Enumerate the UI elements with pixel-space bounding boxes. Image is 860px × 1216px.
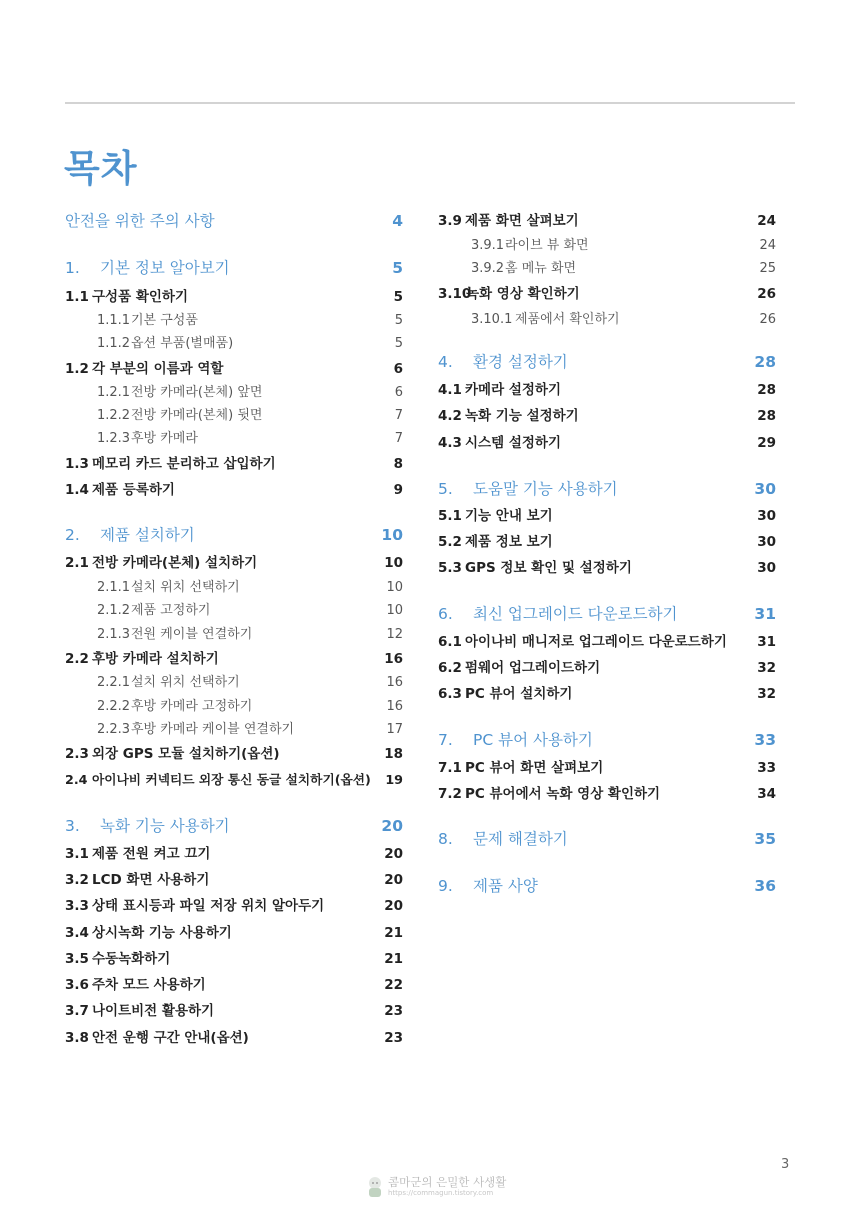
toc-entry-page: 5 <box>394 336 403 351</box>
toc-entry[interactable] <box>65 842 403 862</box>
toc-entry[interactable] <box>438 874 776 896</box>
toc-entry[interactable] <box>65 868 403 888</box>
toc-entry[interactable] <box>471 308 776 327</box>
toc-entry-label: 제품 고정하기 <box>131 603 211 618</box>
toc-entry-label: PC 뷰어 화면 살펴보기 <box>465 760 604 776</box>
toc-entry-number: 2.1.3 <box>97 627 131 642</box>
toc-entry-page: 7 <box>394 431 403 446</box>
toc-entry-page: 31 <box>754 605 776 623</box>
toc-entry-page: 10 <box>386 603 403 618</box>
toc-entry-number: 3.2 <box>65 872 89 888</box>
toc-entry-page: 6 <box>394 385 403 400</box>
toc-entry[interactable] <box>97 404 403 423</box>
toc-entry-number: 7.1 <box>438 760 462 776</box>
toc-entry-page: 30 <box>757 560 776 576</box>
toc-entry-label: 제품 화면 살펴보기 <box>465 213 579 229</box>
toc-entry-number: 2. <box>65 526 80 544</box>
toc-entry-number: 2.1 <box>65 555 89 571</box>
toc-entry-page: 16 <box>384 651 403 667</box>
toc-entry-number: 7.2 <box>438 786 462 802</box>
toc-entry-number: 2.3 <box>65 746 89 762</box>
toc-entry-label: 후방 카메라 케이블 연결하기 <box>131 722 295 737</box>
toc-entry-number: 2.2.2 <box>97 699 131 714</box>
toc-entry-number: 3.9 <box>438 213 462 229</box>
toc-entry[interactable] <box>65 894 403 914</box>
toc-entry-number: 1.1.1 <box>97 313 131 328</box>
toc-entry-number: 8. <box>438 830 453 848</box>
toc-entry-number: 1.1.2 <box>97 336 131 351</box>
toc-entry[interactable] <box>65 523 403 545</box>
toc-entry[interactable] <box>97 332 403 351</box>
toc-entry-number: 4.1 <box>438 382 462 398</box>
toc-entry-page: 32 <box>757 660 776 676</box>
toc-entry[interactable] <box>438 530 776 550</box>
toc-entry-label: 제품에서 확인하기 <box>515 312 620 327</box>
toc-entry[interactable] <box>438 431 776 451</box>
toc-entry-number: 2.1.2 <box>97 603 131 618</box>
toc-entry-number: 3.9.1 <box>471 238 505 253</box>
toc-entry-page: 33 <box>754 731 776 749</box>
toc-entry-number: 7. <box>438 731 453 749</box>
toc-entry-label: 후방 카메라 설치하기 <box>92 651 219 667</box>
toc-entry-label: 상태 표시등과 파일 저장 위치 알아두기 <box>92 898 325 914</box>
toc-entry-label: 수동녹화하기 <box>92 951 171 967</box>
toc-entry[interactable] <box>97 427 403 446</box>
toc-entry-label: 최신 업그레이드 다운로드하기 <box>473 605 678 623</box>
toc-entry-number: 3. <box>65 817 80 835</box>
toc-entry-page: 10 <box>386 580 403 595</box>
toc-entry-number: 4.2 <box>438 408 462 424</box>
toc-entry-page: 7 <box>394 408 403 423</box>
toc-entry-number: 1.2.1 <box>97 385 131 400</box>
toc-entry-label: 제품 등록하기 <box>92 482 175 498</box>
toc-entry-label: 제품 설치하기 <box>100 526 195 544</box>
toc-entry-page: 30 <box>757 508 776 524</box>
toc-entry-number: 3.1 <box>65 846 89 862</box>
toc-entry[interactable] <box>438 556 776 576</box>
header-rule <box>65 102 795 104</box>
toc-entry-page: 20 <box>381 817 403 835</box>
toc-entry-label: 환경 설정하기 <box>473 353 568 371</box>
toc-entry[interactable] <box>65 478 403 498</box>
character-icon <box>366 1176 384 1198</box>
toc-entry-label: 상시녹화 기능 사용하기 <box>92 925 232 941</box>
toc-entry[interactable] <box>97 309 403 328</box>
toc-entry[interactable] <box>65 921 403 941</box>
toc-entry[interactable] <box>438 504 776 524</box>
toc-entry-page: 21 <box>384 951 403 967</box>
toc-entry[interactable] <box>438 378 776 398</box>
toc-entry[interactable] <box>65 452 403 472</box>
toc-entry-page: 20 <box>384 898 403 914</box>
toc-entry[interactable] <box>97 381 403 400</box>
toc-entry-page: 32 <box>757 686 776 702</box>
toc-entry-label: PC 뷰어 사용하기 <box>473 731 593 749</box>
toc-entry-label: 전원 케이블 연결하기 <box>131 627 253 642</box>
toc-entry[interactable] <box>65 647 403 667</box>
toc-entry-number: 3.3 <box>65 898 89 914</box>
toc-entry-page: 28 <box>754 353 776 371</box>
toc-entry-number: 3.8 <box>65 1030 89 1046</box>
toc-entry-page: 10 <box>381 526 403 544</box>
toc-entry-label: LCD 화면 사용하기 <box>92 872 210 888</box>
toc-entry-number: 3.6 <box>65 977 89 993</box>
toc-entry-label: 안전을 위한 주의 사항 <box>65 212 215 230</box>
toc-entry-page: 25 <box>759 261 776 276</box>
toc-entry-number: 6.2 <box>438 660 462 676</box>
toc-entry[interactable] <box>97 623 403 642</box>
toc-entry-number: 5.1 <box>438 508 462 524</box>
toc-entry-label: 문제 해결하기 <box>473 830 568 848</box>
toc-entry-page: 29 <box>757 435 776 451</box>
toc-entry[interactable] <box>438 756 776 776</box>
toc-entry-label: 시스템 설정하기 <box>465 435 561 451</box>
page-title: 목차 <box>64 147 138 190</box>
toc-entry[interactable] <box>65 947 403 967</box>
toc-entry-page: 9 <box>393 482 403 498</box>
toc-entry-label: 후방 카메라 <box>131 431 198 446</box>
toc-entry-label: 기본 구성품 <box>131 313 198 328</box>
toc-entry-number: 1.3 <box>65 456 89 472</box>
toc-entry[interactable] <box>65 769 403 788</box>
toc-entry-label: 녹화 기능 설정하기 <box>465 408 579 424</box>
toc-entry-page: 17 <box>386 722 403 737</box>
toc-entry[interactable] <box>65 256 403 278</box>
toc-entry-label: 전방 카메라(본체) 앞면 <box>131 385 263 400</box>
toc-entry-page: 21 <box>384 925 403 941</box>
toc-entry-label: 아이나비 매니저로 업그레이드 다운로드하기 <box>465 634 727 650</box>
toc-entry-number: 3.10.1 <box>471 312 513 327</box>
toc-entry-label: 홈 메뉴 화면 <box>505 261 577 276</box>
toc-entry-page: 18 <box>384 746 403 762</box>
toc-entry[interactable] <box>65 742 403 762</box>
toc-entry-label: 기능 안내 보기 <box>465 508 553 524</box>
toc-entry-page: 35 <box>754 830 776 848</box>
toc-entry-label: 녹화 기능 사용하기 <box>100 817 230 835</box>
toc-entry[interactable] <box>438 404 776 424</box>
toc-entry-page: 34 <box>757 786 776 802</box>
toc-entry-label: 제품 사양 <box>473 877 538 895</box>
toc-entry-number: 2.4 <box>65 772 88 787</box>
toc-entry-number: 4.3 <box>438 435 462 451</box>
toc-entry-label: 각 부분의 이름과 역할 <box>92 361 224 377</box>
toc-entry-label: 도움말 기능 사용하기 <box>473 480 618 498</box>
toc-entry-page: 20 <box>384 872 403 888</box>
toc-entry[interactable] <box>97 599 403 618</box>
toc-entry-page: 30 <box>757 534 776 550</box>
watermark-url: https://commagun.tistory.com <box>388 1189 494 1197</box>
toc-entry-label: 기본 정보 알아보기 <box>100 259 230 277</box>
toc-entry-page: 8 <box>393 456 403 472</box>
toc-entry-number: 2.2 <box>65 651 89 667</box>
toc-entry-page: 4 <box>392 212 403 230</box>
toc-entry[interactable] <box>65 357 403 377</box>
toc-entry-number: 1.2.3 <box>97 431 131 446</box>
page-number: 3 <box>781 1157 790 1172</box>
toc-entry[interactable] <box>438 282 776 302</box>
toc-entry-number: 3.7 <box>65 1003 89 1019</box>
toc-entry[interactable] <box>438 656 776 676</box>
toc-entry-number: 5. <box>438 480 453 498</box>
toc-entry-page: 33 <box>757 760 776 776</box>
toc-entry-label: 녹화 영상 확인하기 <box>466 286 580 302</box>
toc-entry-page: 6 <box>393 361 403 377</box>
toc-entry[interactable] <box>438 602 776 624</box>
toc-entry-label: 설치 위치 선택하기 <box>131 580 240 595</box>
toc-entry[interactable] <box>471 257 776 276</box>
toc-entry-number: 1.2 <box>65 361 89 377</box>
toc-entry-number: 1.4 <box>65 482 89 498</box>
toc-entry[interactable] <box>438 630 776 650</box>
toc-entry-label: 주차 모드 사용하기 <box>92 977 206 993</box>
toc-entry-number: 6.1 <box>438 634 462 650</box>
toc-entry-page: 24 <box>757 213 776 229</box>
toc-entry-number: 3.4 <box>65 925 89 941</box>
toc-entry-label: 옵션 부품(별매품) <box>131 336 234 351</box>
toc-entry-number: 6.3 <box>438 686 462 702</box>
toc-entry-number: 1.1 <box>65 289 89 305</box>
toc-entry[interactable] <box>97 695 403 714</box>
toc-entry-label: GPS 정보 확인 및 설정하기 <box>465 560 632 576</box>
toc-entry-number: 4. <box>438 353 453 371</box>
toc-entry-label: 전방 카메라(본체) 설치하기 <box>92 555 258 571</box>
toc-entry-label: 외장 GPS 모듈 설치하기(옵션) <box>92 746 280 762</box>
toc-entry[interactable] <box>97 576 403 595</box>
toc-entry-page: 28 <box>757 408 776 424</box>
toc-entry[interactable] <box>65 285 403 305</box>
toc-entry-label: 나이트비전 활용하기 <box>92 1003 215 1019</box>
toc-entry-page: 23 <box>384 1003 403 1019</box>
toc-entry-number: 3.10 <box>438 286 472 302</box>
toc-entry-page: 23 <box>384 1030 403 1046</box>
toc-entry-page: 19 <box>385 772 403 787</box>
toc-entry-page: 28 <box>757 382 776 398</box>
toc-entry[interactable] <box>97 671 403 690</box>
toc-entry-number: 3.5 <box>65 951 89 967</box>
toc-entry-page: 30 <box>754 480 776 498</box>
toc-entry-label: PC 뷰어 설치하기 <box>465 686 573 702</box>
toc-entry-label: 아이나비 커넥티드 외장 통신 동글 설치하기(옵션) <box>92 772 371 787</box>
toc-entry-label: PC 뷰어에서 녹화 영상 확인하기 <box>465 786 661 802</box>
toc-entry[interactable] <box>438 728 776 750</box>
toc-entry[interactable] <box>65 973 403 993</box>
toc-entry-page: 26 <box>757 286 776 302</box>
toc-entry-label: 구성품 확인하기 <box>92 289 188 305</box>
toc-entry-number: 9. <box>438 877 453 895</box>
toc-entry[interactable] <box>438 209 776 229</box>
toc-entry[interactable] <box>65 999 403 1019</box>
toc-entry-number: 1.2.2 <box>97 408 131 423</box>
toc-entry-number: 2.1.1 <box>97 580 131 595</box>
toc-entry[interactable] <box>97 718 403 737</box>
toc-entry-page: 26 <box>759 312 776 327</box>
toc-entry-page: 20 <box>384 846 403 862</box>
toc-entry-label: 제품 전원 켜고 끄기 <box>92 846 211 862</box>
toc-entry-page: 10 <box>384 555 403 571</box>
toc-entry-page: 22 <box>384 977 403 993</box>
toc-entry-number: 5.3 <box>438 560 462 576</box>
toc-entry[interactable] <box>65 551 403 571</box>
toc-entry-label: 전방 카메라(본체) 뒷면 <box>131 408 263 423</box>
toc-entry-number: 2.2.3 <box>97 722 131 737</box>
toc-entry[interactable] <box>65 209 403 231</box>
toc-entry-page: 31 <box>757 634 776 650</box>
toc-entry-label: 라이브 뷰 화면 <box>505 238 589 253</box>
toc-entry[interactable] <box>438 827 776 849</box>
toc-entry-number: 2.2.1 <box>97 675 131 690</box>
watermark <box>366 1176 506 1198</box>
toc-entry-label: 후방 카메라 고정하기 <box>131 699 253 714</box>
watermark-text: 콤마군의 은밀한 사생활 <box>388 1175 507 1189</box>
toc-entry[interactable] <box>438 350 776 372</box>
toc-entry-number: 3.9.2 <box>471 261 505 276</box>
toc-entry-label: 안전 운행 구간 안내(옵션) <box>92 1030 249 1046</box>
toc-entry-page: 5 <box>394 313 403 328</box>
toc-entry-page: 24 <box>759 238 776 253</box>
toc-entry-number: 5.2 <box>438 534 462 550</box>
toc-entry-page: 12 <box>386 627 403 642</box>
toc-entry[interactable] <box>471 234 776 253</box>
toc-entry-page: 16 <box>386 699 403 714</box>
toc-entry[interactable] <box>438 682 776 702</box>
toc-entry-page: 5 <box>393 289 403 305</box>
toc-entry-label: 메모리 카드 분리하고 삽입하기 <box>92 456 276 472</box>
toc-entry-page: 5 <box>392 259 403 277</box>
toc-entry-label: 제품 정보 보기 <box>465 534 553 550</box>
toc-entry[interactable] <box>65 1026 403 1046</box>
toc-entry-page: 36 <box>754 877 776 895</box>
toc-entry-label: 펌웨어 업그레이드하기 <box>465 660 601 676</box>
toc-entry-number: 1. <box>65 259 80 277</box>
toc-entry-label: 설치 위치 선택하기 <box>131 675 240 690</box>
toc-entry-number: 6. <box>438 605 453 623</box>
toc-entry[interactable] <box>438 782 776 802</box>
toc-entry-label: 카메라 설정하기 <box>465 382 561 398</box>
toc-entry[interactable] <box>65 814 403 836</box>
toc-entry-page: 16 <box>386 675 403 690</box>
toc-entry[interactable] <box>438 477 776 499</box>
